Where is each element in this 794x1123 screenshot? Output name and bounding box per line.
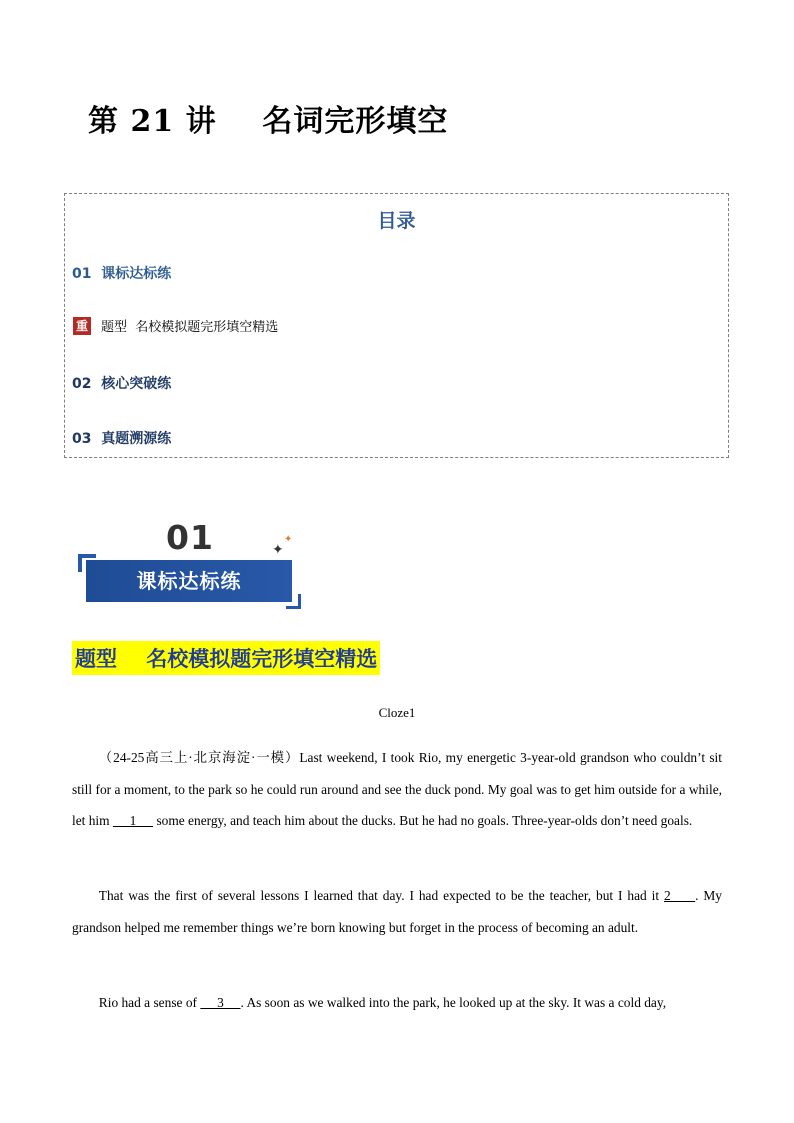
paragraph-text: some energy, and teach him about the ducks. But he had no goals. Three-year-olds don’t need goals. xyxy=(153,813,693,828)
cloze-title: Cloze1 xyxy=(378,705,416,720)
bracket-bottom-right xyxy=(286,594,301,609)
cloze-paragraph-2 xyxy=(72,880,722,943)
blank-2[interactable]: 2 xyxy=(663,888,696,903)
paragraph-text: . My grandson helped me remember things we’re born knowing but forget in the process of becoming an adult. xyxy=(72,888,722,935)
toc-sub-item[interactable] xyxy=(73,316,278,335)
toc-item-02[interactable]: 02 核心突破练 xyxy=(72,376,172,392)
toc-heading: 目录 xyxy=(377,210,416,232)
section-number: 01 xyxy=(166,518,214,557)
sparkle-icon: ✦ xyxy=(272,542,284,558)
question-type-heading: 题型 名校模拟题完形填空精选 xyxy=(72,641,380,675)
paragraph-text: Rio had a sense of xyxy=(98,995,201,1010)
paragraph-text: （24-25高三上·北京海淀·一模）Last weekend, I took Rio, my energetic 3-year-old grandson who couldn’t sit still for a moment, to the park so he could run around and see the duck pond. My goal was to get him outside for a while, let him xyxy=(72,750,722,828)
toc-item-01[interactable]: 01 课标达标练 xyxy=(72,266,172,282)
table-of-contents xyxy=(64,193,729,458)
section-banner xyxy=(78,518,303,610)
cloze-paragraph-1 xyxy=(72,742,722,837)
toc-sub-label: 题型 名校模拟题完形填空精选 xyxy=(101,320,279,335)
paragraph-text: . As soon as we walked into the park, he looked up at the sky. It was a cold day, xyxy=(240,995,667,1010)
important-badge: 重 xyxy=(73,317,91,335)
toc-item-03[interactable]: 03 真题溯源练 xyxy=(72,431,172,447)
section-label: 课标达标练 xyxy=(136,569,242,593)
blank-3[interactable]: 3 xyxy=(200,995,241,1010)
paragraph-text: That was the first of several lessons I learned that day. I had expected to be the teacher, but I had it xyxy=(98,888,664,903)
page-title: 第 21 讲 名词完形填空 xyxy=(88,104,449,139)
cloze-paragraph-3 xyxy=(72,987,722,1019)
sparkle-small-icon: ✦ xyxy=(284,534,293,545)
blank-1[interactable]: 1 xyxy=(112,813,154,828)
